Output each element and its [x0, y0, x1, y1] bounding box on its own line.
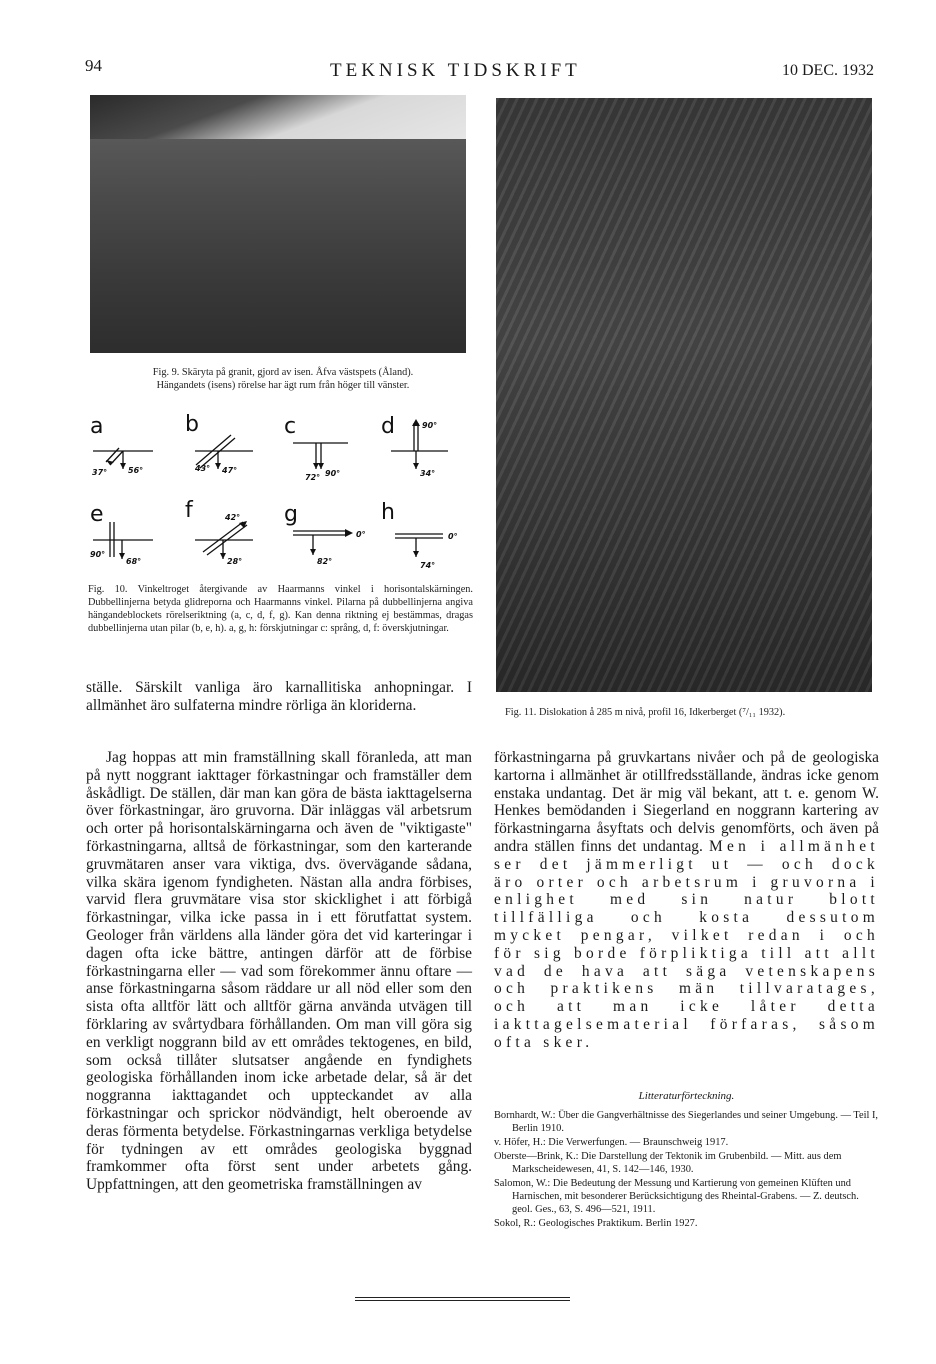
- angle-e1: 90°: [90, 550, 106, 559]
- a-arrow-icon: [106, 460, 114, 465]
- angle-c2: 90°: [325, 469, 341, 478]
- column2-text: förkastningarna på gruvkartans nivåer och på de geologiska kartorna i allmänhet är otillfredsställande, ändras icke genom enstaka undantag. Det är mig väl bekant, att t. e. genom W. Henkes bemödanden i Siegerland en noggrann kartering av förkastningarna åsyftats och delvis genomförts, och även på andra ställen finns det undantag.: [494, 749, 879, 855]
- f-down-arrow-icon: [220, 553, 226, 559]
- figure-11-photo: [496, 98, 872, 692]
- figure-11-caption: Fig. 11. Dislokation å 285 m nivå, profil 16, Idkerberget (⁷/₁₁ 1932).: [505, 707, 786, 718]
- d-up-arrow-icon: [412, 419, 420, 426]
- page-number: 94: [85, 56, 102, 75]
- angle-b1: 43°: [195, 464, 211, 473]
- label-f: f: [185, 498, 193, 523]
- angle-g1: 0°: [356, 530, 366, 539]
- reference-item: v. Höfer, H.: Die Verwerfungen. — Braunschweig 1917.: [494, 1137, 729, 1148]
- label-b: b: [185, 412, 199, 437]
- angle-a2: 56°: [128, 466, 144, 475]
- e-down-arrow-icon: [119, 553, 125, 559]
- angle-h1: 0°: [448, 532, 458, 541]
- angle-d1: 90°: [422, 421, 438, 430]
- angle-c1: 72°: [305, 473, 321, 482]
- literature-title: Litteraturförteckning.: [638, 1090, 735, 1102]
- angle-h2: 74°: [420, 561, 436, 570]
- reference-list: [494, 1109, 879, 1231]
- footer-rule-2: [355, 1300, 570, 1301]
- figure-9-caption-line2: Hängandets (isens) rörelse har ägt rum från höger till vänster.: [156, 380, 410, 391]
- angle-f1: 42°: [225, 513, 241, 522]
- c-arrow-icon: [313, 463, 319, 469]
- label-a: a: [90, 414, 104, 439]
- g-arrow-icon: [345, 529, 353, 537]
- angle-e2: 68°: [126, 557, 142, 566]
- column1-intro-paragraph: ställe. Särskilt vanliga äro karnallitiska anhopningar. I allmänhet äro sulfaterna mindre rörliga än kloriderna.: [86, 679, 472, 714]
- reference-item: Salomon, W.: Die Bedeutung der Messung und Kartierung von gemeinen Klüften und Harnischen, mit besonderer Berücksichtigung des Rheintal-Grabens. — Z. deutsch. geol. Ges., 63, S. 496—521, 1911.: [494, 1178, 859, 1215]
- angle-f2: 28°: [227, 557, 243, 566]
- label-c: c: [284, 414, 297, 439]
- angle-g2: 82°: [317, 557, 333, 566]
- reference-item: Bornhardt, W.: Über die Gangverhältnisse des Siegerlandes und seiner Umgebung. — Teil I, Berlin 1910.: [494, 1110, 879, 1134]
- a-dip-line-2: [106, 448, 119, 462]
- angle-b2: 47°: [222, 466, 238, 475]
- figure-9-sky: [90, 95, 466, 139]
- c-arrow-2-icon: [318, 463, 324, 469]
- g-down-arrow-icon: [310, 549, 316, 555]
- d-down-arrow-icon: [413, 463, 419, 469]
- b-down-arrow-icon: [215, 463, 221, 469]
- figure-10-caption: Fig. 10. Vinkeltroget återgivande av Haarmanns vinkel i horisontalskärningen. Dubbellinjerna betyda glidreporna och Haarmanns vinkel. Pilarna på dubbellinjerna angiva hängandeblockets rörelseriktning (a, c, d, f, g). Kan denna riktning ej bestämmas, dragas dubbellinjerna utan pilar (b, e, h). a, g, h: förskjutningar c: språng, d, f: överskjutningar.: [88, 584, 473, 634]
- column1-main-paragraph: Jag hoppas att min framställning skall föranleda, att man på nytt noggrant iakttager förkastningar och framställer dem åskådligt. De ställen, där man kan göra de bästa iakttagelserna över förkastningar, äro gruvorna. Där inläggas väl arbetsrum och orter på horisontalskärningarna och även de "viktigaste" förkastningarna, alltså de förkastningar, som den karterande gruvmätaren anser vara viktiga, dvs. övervägande sådana, vilka skära igenom fyndigheten. Nästan alla andra förbises, varvid flera gruvmätare visa stor skicklighet i att förbigå förkastningar, vilka icke passa in i ett förutfattat system. Geologer från världens alla länder göra det vid karteringar i dagen ofta icke bättre, antingen därför att de förbise förkastningarna eller — vad som förekommer ännu oftare — anse förkastningarna såsom räddare ur all nöd eller som den sista ofta alltför lätt och alltför gärna använda utvägen till förklaring av svårtydbara förhållanden. Om man vill göra sig en verkligt noggrann bild av ett områdes tektogenes, en bild, som också tillåter slutsatser angående en fyndighets geologiska förhållanden inom icke arbetade delar, så är det noggranna iakttagandet och uppteckandet av alla förkastningar och sprickor nödvändigt, helt oberoende av deras förmenta betydelse. Förkastningarnas verkliga betydelse för tydningen av ett områdes geologiska byggnad framkommer ofta först sent under arbetets gång. Uppfattningen, att den geometriska framställningen av: [86, 749, 472, 1194]
- angle-d2: 34°: [420, 469, 436, 478]
- reference-item: Oberste—Brink, K.: Die Darstellung der Tektonik im Grubenbild. — Mitt. aus dem Markscheidewesen, 41, S. 142—146, 1930.: [494, 1151, 842, 1175]
- a-down-arrow-icon: [120, 463, 126, 469]
- journal-title: TEKNISK TIDSKRIFT: [330, 60, 581, 81]
- figure-10-diagram: [88, 407, 473, 577]
- label-h: h: [381, 500, 395, 525]
- label-g: g: [284, 502, 298, 527]
- column2-spaced-text: Men i allmänhet ser det jämmerligt ut — och dock äro orter och arbetsrum i gruvorna i enlighet med sin natur blott tillfälliga och kosta dessutom mycket pengar, vilket redan i och för sig borde förpliktiga till att allt vad de hava att säga vetenskapens och praktikens män tillvaratages, och att man icke låter detta iakttagelsematerial förfaras, såsom ofta sker.: [494, 837, 880, 1051]
- reference-item: Sokol, R.: Geologisches Praktikum. Berlin 1927.: [494, 1218, 698, 1229]
- b-double-1: [196, 435, 231, 465]
- label-d: d: [381, 414, 395, 439]
- figure-9-caption: [92, 366, 474, 392]
- h-down-arrow-icon: [413, 551, 419, 557]
- angle-a1: 37°: [92, 468, 108, 477]
- label-e: e: [90, 502, 104, 527]
- footer-rule-1: [355, 1297, 570, 1298]
- figure-9-caption-line1: Fig. 9. Skäryta på granit, gjord av isen. Åfva västspets (Åland).: [152, 367, 414, 378]
- issue-date: 10 DEC. 1932: [782, 62, 874, 79]
- column2-paragraph: [494, 749, 879, 1052]
